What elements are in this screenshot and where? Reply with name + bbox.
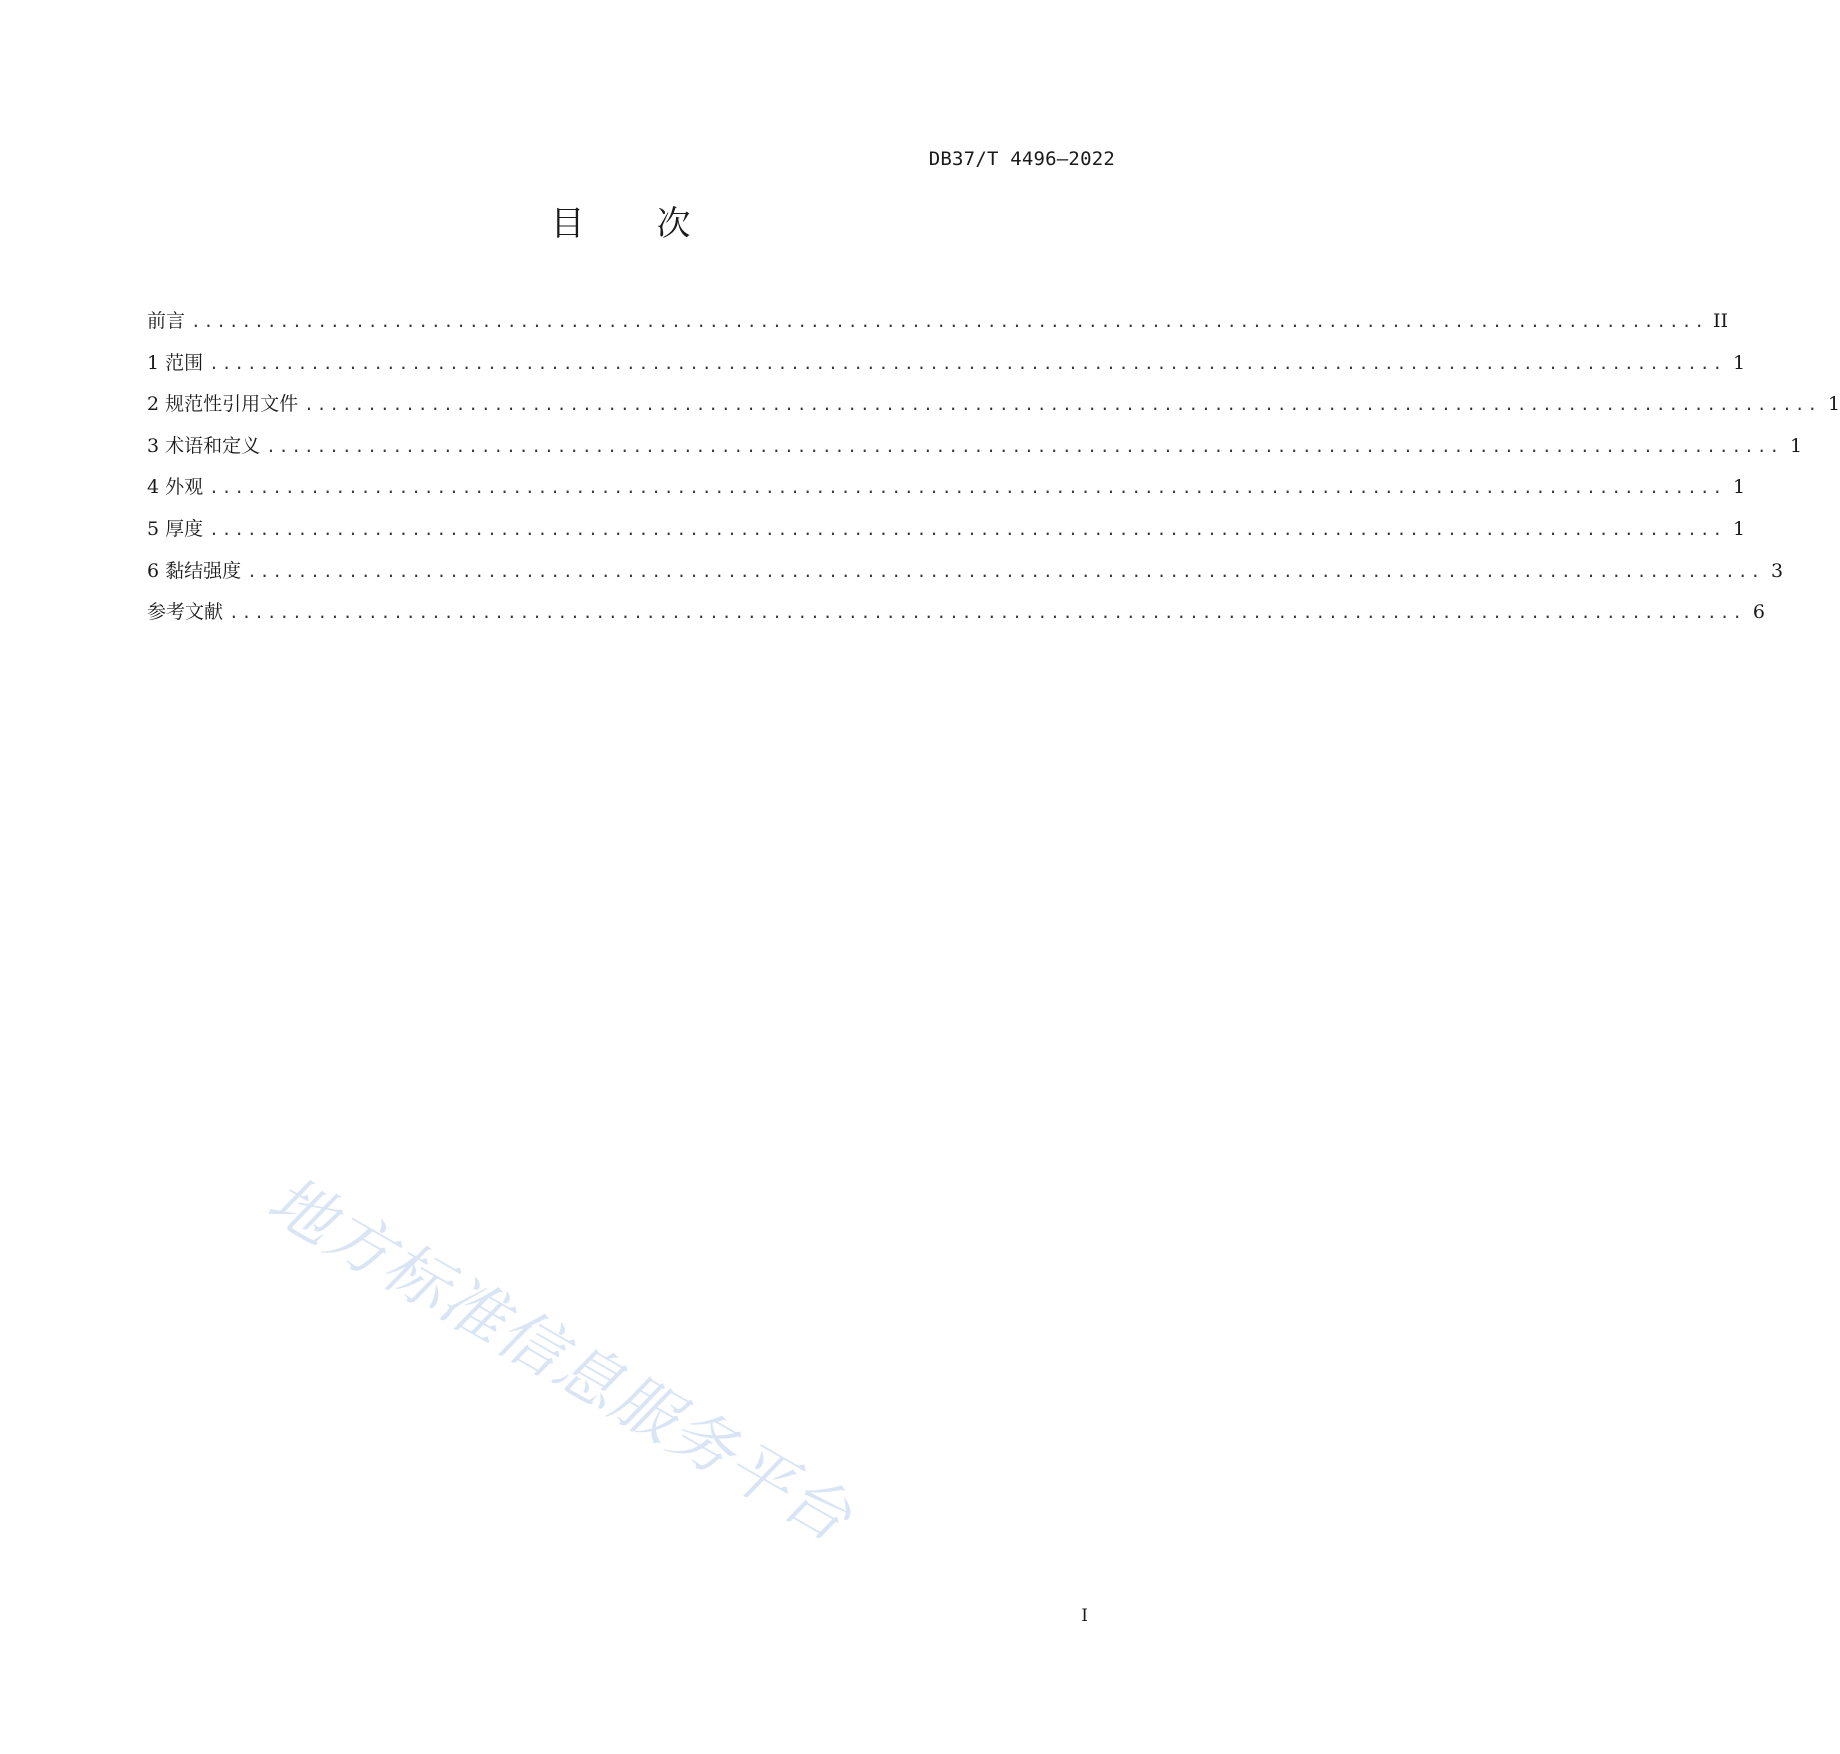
toc-leader-dots: ........................................................................................................................	[209, 353, 1726, 373]
toc-entry-page: 6	[1752, 601, 1765, 624]
toc-entry-label: 4 外观	[147, 476, 204, 499]
toc-entry-thickness[interactable]	[147, 514, 1746, 556]
toc-leader-dots: ........................................................................................................................	[266, 436, 1783, 456]
toc-entry-label: 6 黏结强度	[147, 559, 242, 582]
toc-entry-page: 1	[1732, 517, 1746, 540]
toc-entry-label: 5 厚度	[147, 517, 204, 540]
toc-entry-page: II	[1712, 310, 1728, 332]
toc-entry-page: 1	[1732, 351, 1746, 374]
toc-entry-terms-definitions[interactable]	[147, 431, 1803, 473]
toc-leader-dots: ........................................................................................................................	[247, 561, 1764, 581]
toc-entry-bibliography[interactable]	[147, 597, 1765, 639]
document-code: DB37/T 4496—2022	[928, 148, 1115, 170]
toc-entry-label: 前言	[147, 310, 186, 332]
toc-entry-label: 2 规范性引用文件	[147, 393, 299, 416]
toc-entry-page: 3	[1770, 559, 1784, 582]
toc-entry-page: 1	[1789, 434, 1803, 457]
page-number: I	[1081, 1606, 1088, 1626]
page-title: 目 次	[550, 204, 722, 244]
toc-leader-dots: ........................................................................................................................	[304, 395, 1821, 415]
toc-entry-page: 1	[1827, 393, 1840, 416]
toc-entry-appearance[interactable]	[147, 472, 1746, 514]
toc-entry-label: 1 范围	[147, 351, 204, 374]
toc-leader-dots: ........................................................................................................................	[229, 603, 1745, 623]
toc-entry-label: 参考文献	[147, 601, 224, 624]
table-of-contents	[147, 306, 1840, 639]
toc-entry-page: 1	[1732, 476, 1746, 499]
toc-entry-foreword[interactable]	[147, 306, 1728, 348]
toc-leader-dots: ........................................................................................................................	[209, 519, 1726, 539]
toc-leader-dots: ........................................................................................................................	[191, 312, 1707, 331]
toc-entry-label: 3 术语和定义	[147, 434, 261, 457]
toc-entry-bond-strength[interactable]	[147, 556, 1784, 598]
toc-entry-scope[interactable]	[147, 348, 1746, 390]
toc-entry-normative-references[interactable]	[147, 389, 1840, 431]
watermark-text: 地方标准信息服务平台	[255, 1162, 865, 1558]
toc-leader-dots: ........................................................................................................................	[209, 478, 1726, 498]
